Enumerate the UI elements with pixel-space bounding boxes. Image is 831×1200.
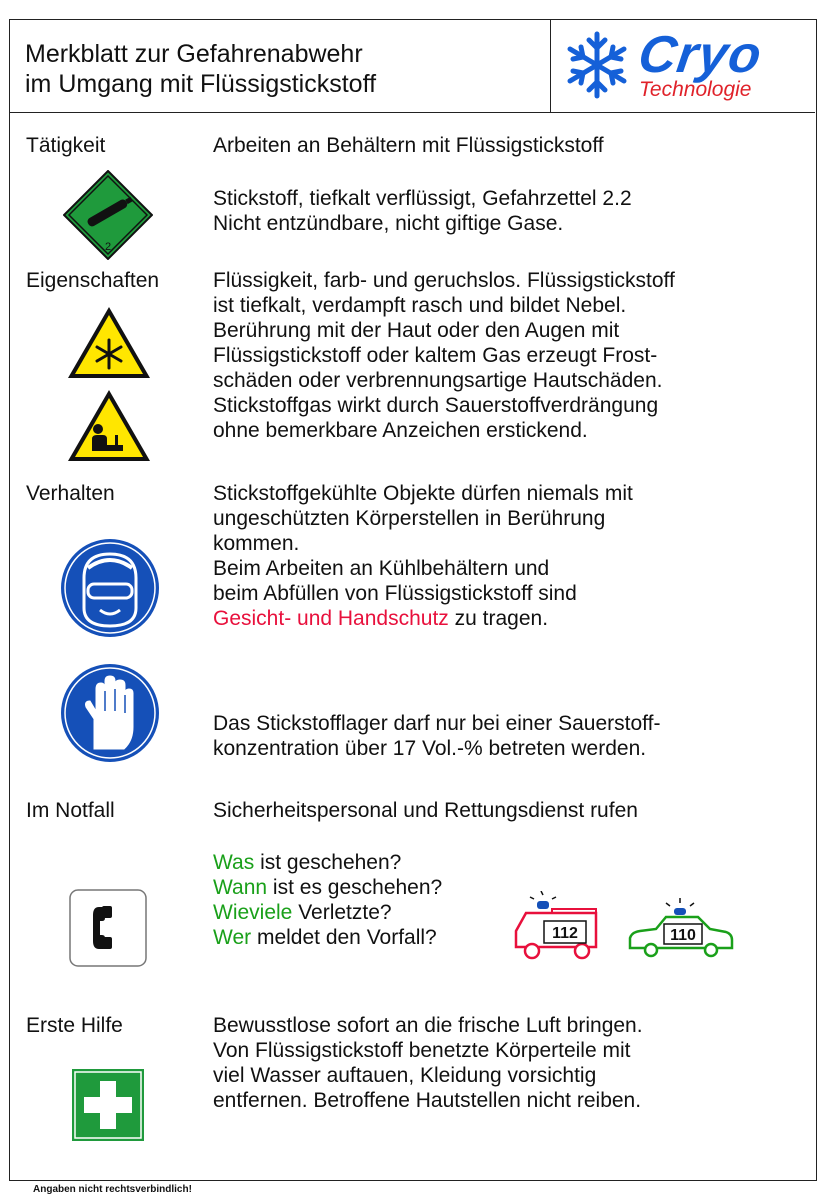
fire-number: 112 (552, 925, 578, 942)
eigenschaften-text (213, 268, 675, 443)
taetigkeit-line-3: Nicht entzündbare, nicht giftige Gase. (213, 212, 564, 235)
notfall-line-1: Sicherheitspersonal und Rettungsdienst rufen (213, 799, 638, 822)
question-item (213, 850, 442, 875)
fire-truck-icon (512, 891, 604, 961)
question-rest: Verletzte? (292, 901, 392, 924)
oxygen-line-2: konzentration über 17 Vol.-% betreten werden. (213, 737, 647, 760)
erste-hilfe-line: Bewusstlose sofort an die frische Luft bringen. (213, 1014, 643, 1037)
asphyxiation-warning-icon (65, 387, 153, 465)
question-rest: ist es geschehen? (267, 876, 443, 899)
diamond-number: 2 (104, 241, 112, 253)
section-label-taetigkeit: Tätigkeit (26, 134, 106, 157)
question-key: Was (213, 851, 255, 874)
protection-rest: zu tragen. (448, 607, 549, 630)
question-item (213, 875, 442, 900)
verhalten-line: ungeschützten Körperstellen in Berührung (213, 507, 606, 530)
eigenschaften-line: Stickstoffgas wirkt durch Sauerstoffverdrängung (213, 394, 659, 417)
question-item (213, 925, 442, 950)
question-item (213, 900, 442, 925)
erste-hilfe-line: Von Flüssigstickstoff benetzte Körperteile mit (213, 1039, 631, 1062)
verhalten-line-protection (213, 606, 633, 631)
oxygen-line-1: Das Stickstofflager darf nur bei einer Sauerstoff- (213, 712, 661, 735)
verhalten-line: Stickstoffgekühlte Objekte dürfen niemals mit (213, 482, 633, 505)
footer-disclaimer: Angaben nicht rechtsverbindlich! (33, 1184, 192, 1195)
section-label-notfall: Im Notfall (26, 799, 115, 822)
logo (550, 20, 816, 112)
section-label-erste-hilfe: Erste Hilfe (26, 1014, 123, 1037)
logo-subtitle: Technologie (639, 78, 752, 101)
question-key: Wieviele (213, 901, 293, 924)
page-title (25, 39, 376, 99)
erste-hilfe-text (213, 1013, 643, 1113)
section-label-verhalten: Verhalten (26, 482, 115, 505)
question-key: Wer (213, 926, 252, 949)
telephone-icon (69, 889, 147, 967)
face-protection-icon (60, 538, 160, 638)
taetigkeit-line-1: Arbeiten an Behältern mit Flüssigstickstoff (213, 134, 604, 157)
eigenschaften-line: ist tiefkalt, verdampft rasch und bildet Nebel. (213, 294, 627, 317)
safety-sheet (9, 19, 817, 1181)
verhalten-line: Beim Arbeiten an Kühlbehältern und (213, 557, 550, 580)
logo-wordmark: Cryo (634, 26, 766, 84)
header (10, 20, 815, 113)
eigenschaften-line: ohne bemerkbare Anzeichen erstickend. (213, 419, 588, 442)
section-label-eigenschaften: Eigenschaften (26, 269, 160, 292)
police-car-icon (626, 898, 736, 958)
question-rest: ist geschehen? (254, 851, 402, 874)
erste-hilfe-line: viel Wasser auftauen, Kleidung vorsichtig (213, 1064, 597, 1087)
erste-hilfe-line: entfernen. Betroffene Hautstellen nicht reiben. (213, 1089, 642, 1112)
low-temperature-warning-icon (65, 304, 153, 382)
verhalten-text (213, 481, 633, 631)
eigenschaften-line: Berührung mit der Haut oder den Augen mit (213, 319, 620, 342)
verhalten-line: kommen. (213, 532, 300, 555)
first-aid-icon (72, 1069, 144, 1141)
question-key: Wann (213, 876, 268, 899)
taetigkeit-line-2: Stickstoff, tiefkalt verflüssigt, Gefahrzettel 2.2 (213, 187, 632, 210)
notfall-questions (213, 850, 442, 950)
snowflake-icon (561, 28, 633, 102)
gas-cylinder-diamond-icon (63, 170, 153, 260)
protection-highlight: Gesicht- und Handschutz (213, 607, 449, 630)
title-line-1: Merkblatt zur Gefahrenabwehr (25, 40, 363, 68)
police-number: 110 (670, 927, 696, 944)
eigenschaften-line: schäden oder verbrennungsartige Hautschäden. (213, 369, 663, 392)
question-rest: meldet den Vorfall? (251, 926, 437, 949)
verhalten-line: beim Abfüllen von Flüssigstickstoff sind (213, 582, 577, 605)
title-line-2: im Umgang mit Flüssigstickstoff (25, 70, 377, 98)
hand-protection-icon (60, 663, 160, 763)
eigenschaften-line: Flüssigstickstoff oder kaltem Gas erzeugt Frost- (213, 344, 658, 367)
eigenschaften-line: Flüssigkeit, farb- und geruchslos. Flüssigstickstoff (213, 269, 675, 292)
